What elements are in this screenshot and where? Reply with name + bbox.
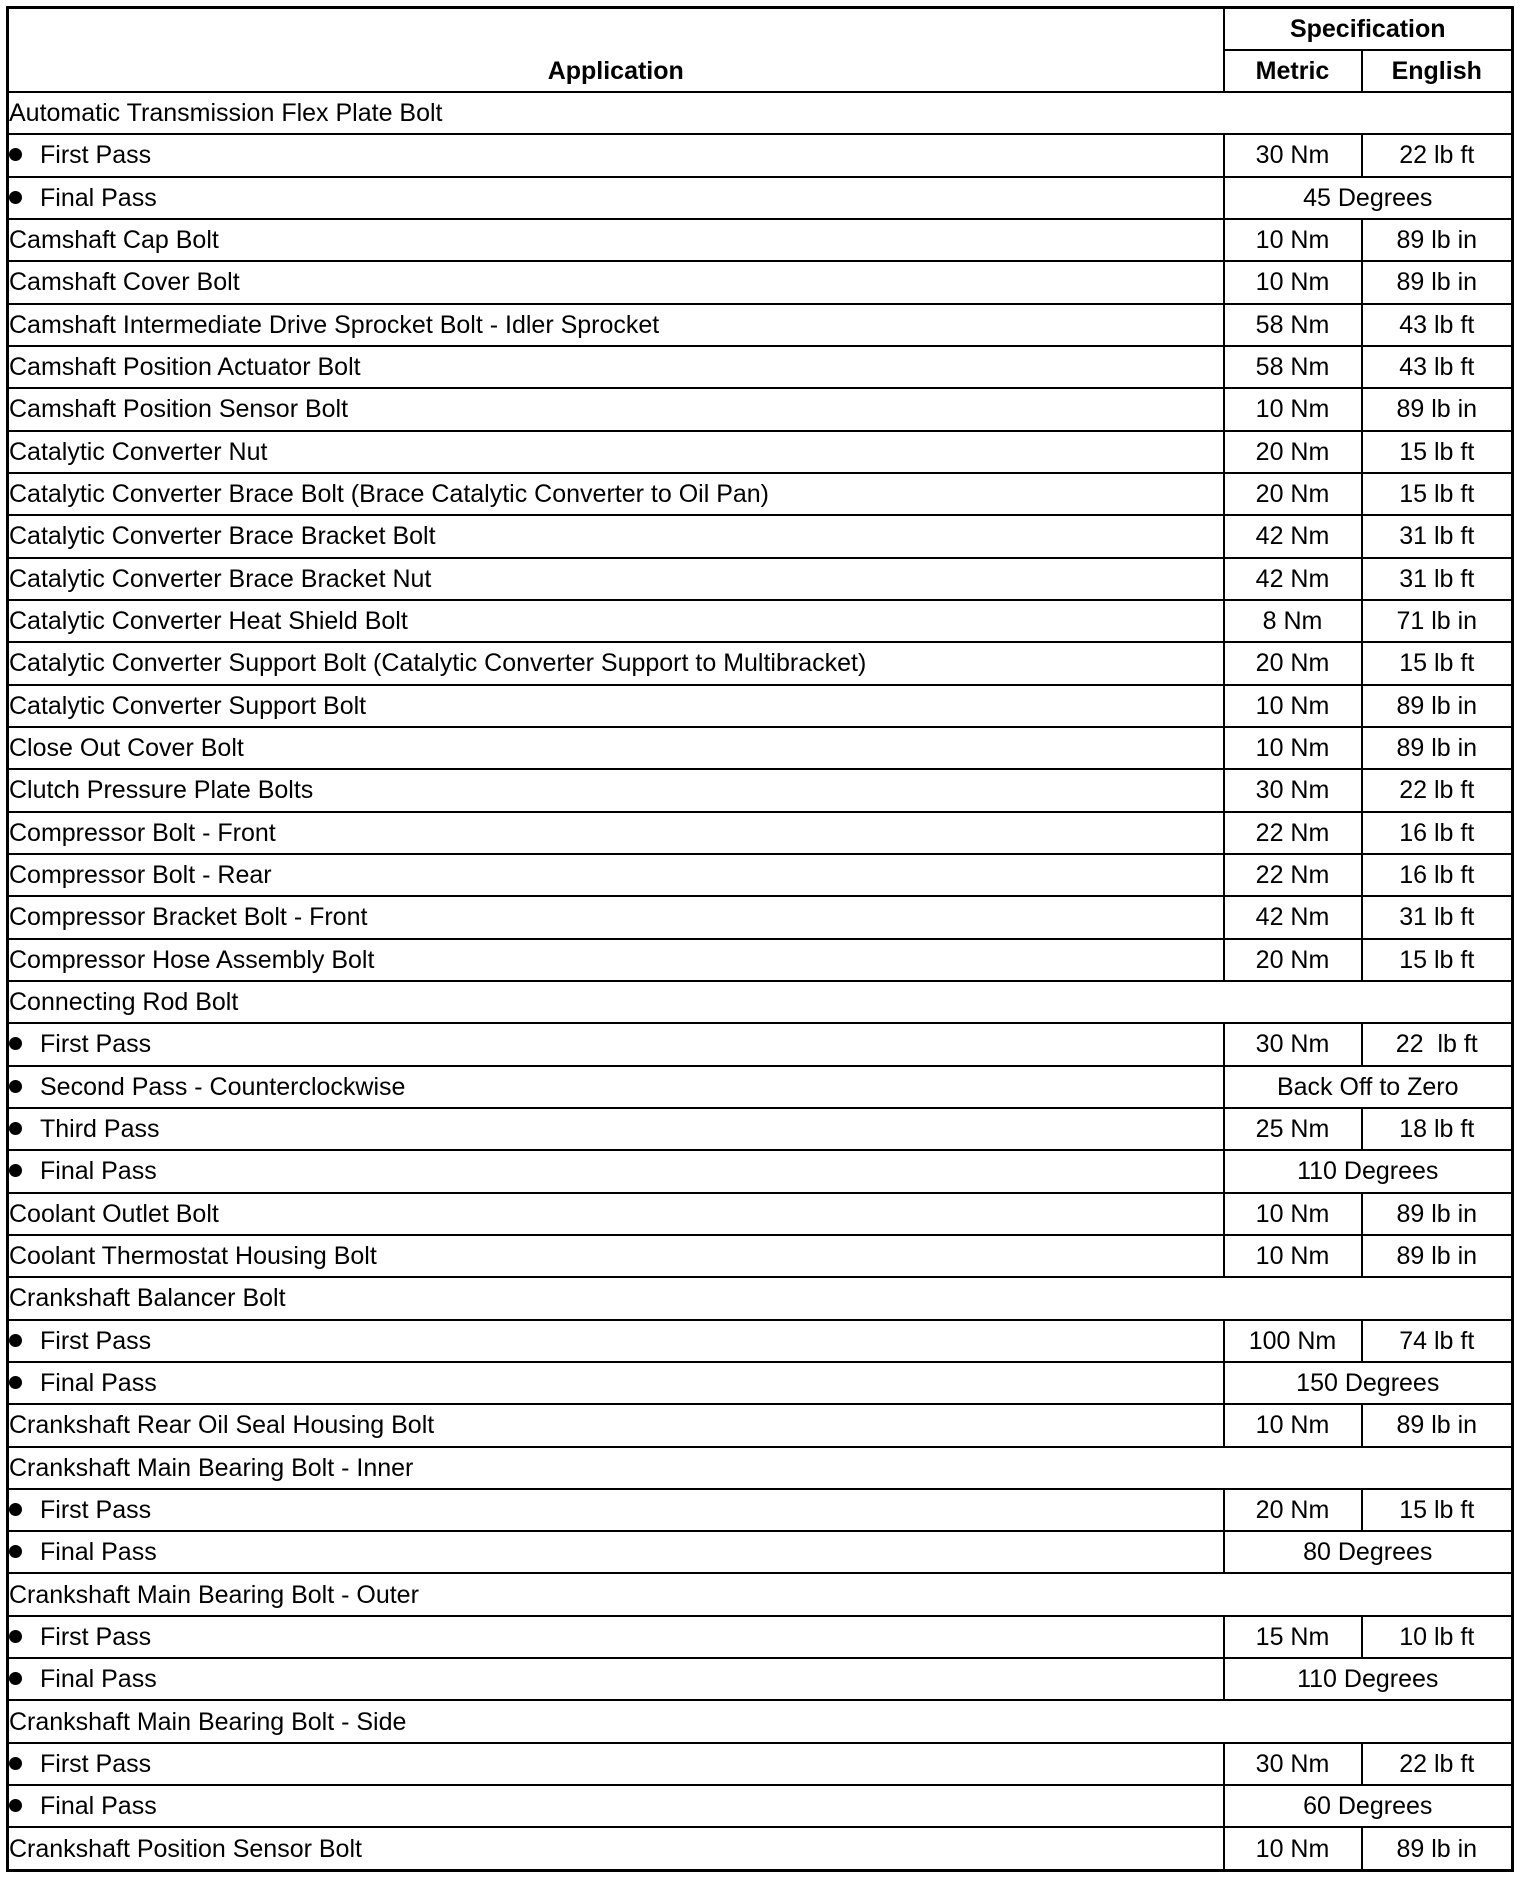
metric-cell: 42 Nm	[1224, 896, 1362, 938]
bullet-icon	[9, 1080, 22, 1093]
metric-cell: 15 Nm	[1224, 1616, 1362, 1658]
application-label: First Pass	[40, 141, 152, 170]
metric-cell: 10 Nm	[1224, 1827, 1362, 1870]
application-cell	[8, 92, 1513, 134]
application-label: Compressor Bolt - Rear	[9, 861, 272, 890]
application-label: Final Pass	[40, 183, 157, 212]
metric-cell: 58 Nm	[1224, 304, 1362, 346]
merged-spec-cell: 150 Degrees	[1224, 1362, 1513, 1404]
table-row	[8, 1193, 1513, 1235]
application-cell	[8, 1066, 1224, 1108]
table-row	[8, 219, 1513, 261]
application-label: Final Pass	[40, 1665, 157, 1694]
metric-cell: 22 Nm	[1224, 854, 1362, 896]
metric-cell: 20 Nm	[1224, 642, 1362, 684]
application-cell	[8, 896, 1224, 938]
bullet-icon	[9, 1630, 22, 1643]
application-label: First Pass	[40, 1749, 152, 1778]
application-label: Compressor Hose Assembly Bolt	[9, 945, 375, 974]
table-row	[8, 981, 1513, 1023]
table-row	[8, 1320, 1513, 1362]
application-cell	[8, 981, 1513, 1023]
application-label: First Pass	[40, 1030, 152, 1059]
application-cell	[8, 177, 1224, 219]
application-cell	[8, 1193, 1224, 1235]
application-label: Catalytic Converter Brace Bolt (Brace Catalytic Converter to Oil Pan)	[9, 480, 769, 509]
application-label: Third Pass	[40, 1115, 160, 1144]
english-cell: 31 lb ft	[1362, 515, 1513, 557]
application-cell	[8, 558, 1224, 600]
english-cell: 15 lb ft	[1362, 473, 1513, 515]
english-cell: 89 lb in	[1362, 1404, 1513, 1446]
table-row	[8, 92, 1513, 134]
application-label: Final Pass	[40, 1369, 157, 1397]
table-row	[8, 1235, 1513, 1277]
application-label: Catalytic Converter Support Bolt (Catalytic Converter Support to Multibracket)	[9, 649, 867, 678]
application-cell	[8, 854, 1224, 896]
application-label: Catalytic Converter Brace Bracket Nut	[9, 564, 432, 593]
application-cell	[8, 1150, 1224, 1192]
metric-cell: 58 Nm	[1224, 346, 1362, 388]
application-cell	[8, 1404, 1224, 1446]
application-label: Camshaft Position Actuator Bolt	[9, 353, 361, 382]
table-row	[8, 1447, 1513, 1489]
application-cell	[8, 261, 1224, 303]
metric-cell: 8 Nm	[1224, 600, 1362, 642]
table-row	[8, 1658, 1513, 1700]
bullet-icon	[9, 1672, 22, 1685]
english-cell: 89 lb in	[1362, 1193, 1513, 1235]
application-cell	[8, 1362, 1224, 1404]
english-cell: 89 lb in	[1362, 1235, 1513, 1277]
table-row	[8, 769, 1513, 811]
application-cell	[8, 1235, 1224, 1277]
table-row	[8, 1404, 1513, 1446]
application-label: Compressor Bracket Bolt - Front	[9, 903, 368, 932]
english-cell: 43 lb ft	[1362, 346, 1513, 388]
application-cell	[8, 1658, 1224, 1700]
english-cell: 16 lb ft	[1362, 854, 1513, 896]
application-cell	[8, 346, 1224, 388]
application-label: Catalytic Converter Brace Bracket Bolt	[9, 522, 436, 551]
application-cell	[8, 939, 1224, 981]
application-label: Crankshaft Position Sensor Bolt	[9, 1834, 362, 1863]
application-cell	[8, 1573, 1513, 1615]
application-label: Catalytic Converter Nut	[9, 437, 268, 466]
table-row	[8, 1573, 1513, 1615]
metric-cell: 10 Nm	[1224, 1235, 1362, 1277]
application-label: Final Pass	[40, 1792, 157, 1821]
application-label: Crankshaft Main Bearing Bolt - Inner	[9, 1453, 414, 1482]
application-label: Second Pass - Counterclockwise	[40, 1072, 406, 1101]
table-row	[8, 346, 1513, 388]
application-label: Final Pass	[40, 1538, 157, 1567]
metric-cell: 42 Nm	[1224, 515, 1362, 557]
application-cell	[8, 1743, 1224, 1785]
merged-spec-cell: Back Off to Zero	[1224, 1066, 1513, 1108]
table-row	[8, 304, 1513, 346]
table-row	[8, 1150, 1513, 1192]
english-cell: 89 lb in	[1362, 388, 1513, 430]
table-row	[8, 1023, 1513, 1065]
english-cell: 10 lb ft	[1362, 1616, 1513, 1658]
english-cell: 22 lb ft	[1362, 1023, 1513, 1065]
english-cell: 15 lb ft	[1362, 642, 1513, 684]
table-row	[8, 1785, 1513, 1827]
application-cell	[8, 1108, 1224, 1150]
metric-cell: 10 Nm	[1224, 1193, 1362, 1235]
application-cell	[8, 304, 1224, 346]
metric-cell: 10 Nm	[1224, 388, 1362, 430]
application-label: Catalytic Converter Support Bolt	[9, 691, 367, 720]
bullet-icon	[9, 1037, 22, 1050]
application-cell	[8, 219, 1224, 261]
metric-cell: 20 Nm	[1224, 473, 1362, 515]
english-cell: 43 lb ft	[1362, 304, 1513, 346]
application-cell	[8, 1785, 1224, 1827]
application-cell	[8, 1277, 1513, 1319]
table-row	[8, 1827, 1513, 1870]
application-label: Coolant Outlet Bolt	[9, 1199, 219, 1228]
table-row	[8, 685, 1513, 727]
application-cell	[8, 1700, 1513, 1742]
application-cell	[8, 473, 1224, 515]
english-cell: 31 lb ft	[1362, 896, 1513, 938]
table-row	[8, 727, 1513, 769]
table-row	[8, 431, 1513, 473]
table-row	[8, 1700, 1513, 1742]
table-row	[8, 1616, 1513, 1658]
metric-cell: 42 Nm	[1224, 558, 1362, 600]
table-row	[8, 1362, 1513, 1404]
application-cell	[8, 812, 1224, 854]
application-label: Camshaft Position Sensor Bolt	[9, 395, 349, 424]
application-label: Camshaft Intermediate Drive Sprocket Bolt - Idler Sprocket	[9, 310, 660, 339]
merged-spec-cell: 60 Degrees	[1224, 1785, 1513, 1827]
application-cell	[8, 515, 1224, 557]
application-cell	[8, 1023, 1224, 1065]
merged-spec-cell: 45 Degrees	[1224, 177, 1513, 219]
application-cell	[8, 642, 1224, 684]
application-cell	[8, 134, 1224, 176]
table-row	[8, 600, 1513, 642]
table-row	[8, 812, 1513, 854]
bullet-icon	[9, 148, 22, 161]
english-cell: 15 lb ft	[1362, 431, 1513, 473]
application-cell	[8, 685, 1224, 727]
application-cell	[8, 1827, 1224, 1870]
metric-cell: 10 Nm	[1224, 727, 1362, 769]
metric-cell: 10 Nm	[1224, 685, 1362, 727]
application-cell	[8, 1320, 1224, 1362]
application-label: Automatic Transmission Flex Plate Bolt	[9, 99, 443, 128]
english-cell: 71 lb in	[1362, 600, 1513, 642]
table-row	[8, 134, 1513, 176]
application-label: Compressor Bolt - Front	[9, 818, 276, 847]
bullet-icon	[9, 1545, 22, 1558]
application-label: Crankshaft Main Bearing Bolt - Outer	[9, 1580, 419, 1609]
table-body	[8, 92, 1513, 1871]
metric-cell: 30 Nm	[1224, 1743, 1362, 1785]
bullet-icon	[9, 1799, 22, 1812]
table-row	[8, 1066, 1513, 1108]
bullet-icon	[9, 1503, 22, 1516]
application-label: Close Out Cover Bolt	[9, 734, 244, 763]
application-cell	[8, 388, 1224, 430]
application-label: Clutch Pressure Plate Bolts	[9, 776, 314, 805]
english-cell: 31 lb ft	[1362, 558, 1513, 600]
table-row	[8, 177, 1513, 219]
application-label: First Pass	[40, 1326, 152, 1355]
metric-cell: 10 Nm	[1224, 219, 1362, 261]
english-cell: 89 lb in	[1362, 261, 1513, 303]
table-row	[8, 642, 1513, 684]
header-application: Application	[8, 8, 1224, 93]
application-cell	[8, 769, 1224, 811]
application-cell	[8, 1616, 1224, 1658]
application-label: Coolant Thermostat Housing Bolt	[9, 1242, 377, 1271]
header-specification: Specification	[1224, 8, 1513, 51]
english-cell: 74 lb ft	[1362, 1320, 1513, 1362]
english-cell: 89 lb in	[1362, 727, 1513, 769]
table-row	[8, 1743, 1513, 1785]
english-cell: 18 lb ft	[1362, 1108, 1513, 1150]
bullet-icon	[9, 1334, 22, 1347]
metric-cell: 10 Nm	[1224, 261, 1362, 303]
metric-cell: 20 Nm	[1224, 939, 1362, 981]
table-row	[8, 473, 1513, 515]
english-cell: 22 lb ft	[1362, 769, 1513, 811]
table-row	[8, 1277, 1513, 1319]
english-cell: 15 lb ft	[1362, 1489, 1513, 1531]
application-label: Connecting Rod Bolt	[9, 988, 239, 1017]
header-metric: Metric	[1224, 50, 1362, 92]
table-row	[8, 1531, 1513, 1573]
table-row	[8, 1489, 1513, 1531]
table-row	[8, 854, 1513, 896]
table-row	[8, 515, 1513, 557]
metric-cell: 20 Nm	[1224, 431, 1362, 473]
bullet-icon	[9, 1376, 22, 1389]
table-row	[8, 896, 1513, 938]
english-cell: 22 lb ft	[1362, 134, 1513, 176]
header-english: English	[1362, 50, 1513, 92]
application-cell	[8, 1447, 1513, 1489]
merged-spec-cell: 110 Degrees	[1224, 1150, 1513, 1192]
application-label: Camshaft Cap Bolt	[9, 226, 219, 255]
bullet-icon	[9, 1122, 22, 1135]
application-label: Crankshaft Main Bearing Bolt - Side	[9, 1707, 407, 1736]
table-row	[8, 388, 1513, 430]
metric-cell: 10 Nm	[1224, 1404, 1362, 1446]
merged-spec-cell: 80 Degrees	[1224, 1531, 1513, 1573]
application-label: Camshaft Cover Bolt	[9, 268, 240, 297]
metric-cell: 30 Nm	[1224, 134, 1362, 176]
header-row-top	[8, 8, 1513, 51]
application-cell	[8, 431, 1224, 473]
table-row	[8, 1108, 1513, 1150]
metric-cell: 30 Nm	[1224, 769, 1362, 811]
metric-cell: 25 Nm	[1224, 1108, 1362, 1150]
merged-spec-cell: 110 Degrees	[1224, 1658, 1513, 1700]
english-cell: 15 lb ft	[1362, 939, 1513, 981]
bullet-icon	[9, 191, 22, 204]
application-label: Final Pass	[40, 1157, 157, 1186]
application-cell	[8, 727, 1224, 769]
table-row	[8, 261, 1513, 303]
metric-cell: 30 Nm	[1224, 1023, 1362, 1065]
table-row	[8, 939, 1513, 981]
metric-cell: 20 Nm	[1224, 1489, 1362, 1531]
bullet-icon	[9, 1164, 22, 1177]
english-cell: 89 lb in	[1362, 219, 1513, 261]
torque-spec-table	[6, 6, 1514, 1872]
application-cell	[8, 1531, 1224, 1573]
metric-cell: 100 Nm	[1224, 1320, 1362, 1362]
application-label: First Pass	[40, 1495, 152, 1524]
application-cell	[8, 1489, 1224, 1531]
application-label: First Pass	[40, 1622, 152, 1651]
bullet-icon	[9, 1757, 22, 1770]
english-cell: 89 lb in	[1362, 685, 1513, 727]
application-label: Crankshaft Balancer Bolt	[9, 1284, 286, 1313]
table-row	[8, 558, 1513, 600]
english-cell: 16 lb ft	[1362, 812, 1513, 854]
metric-cell: 22 Nm	[1224, 812, 1362, 854]
english-cell: 89 lb in	[1362, 1827, 1513, 1870]
application-label: Catalytic Converter Heat Shield Bolt	[9, 607, 408, 636]
application-cell	[8, 600, 1224, 642]
application-label: Crankshaft Rear Oil Seal Housing Bolt	[9, 1411, 435, 1440]
english-cell: 22 lb ft	[1362, 1743, 1513, 1785]
